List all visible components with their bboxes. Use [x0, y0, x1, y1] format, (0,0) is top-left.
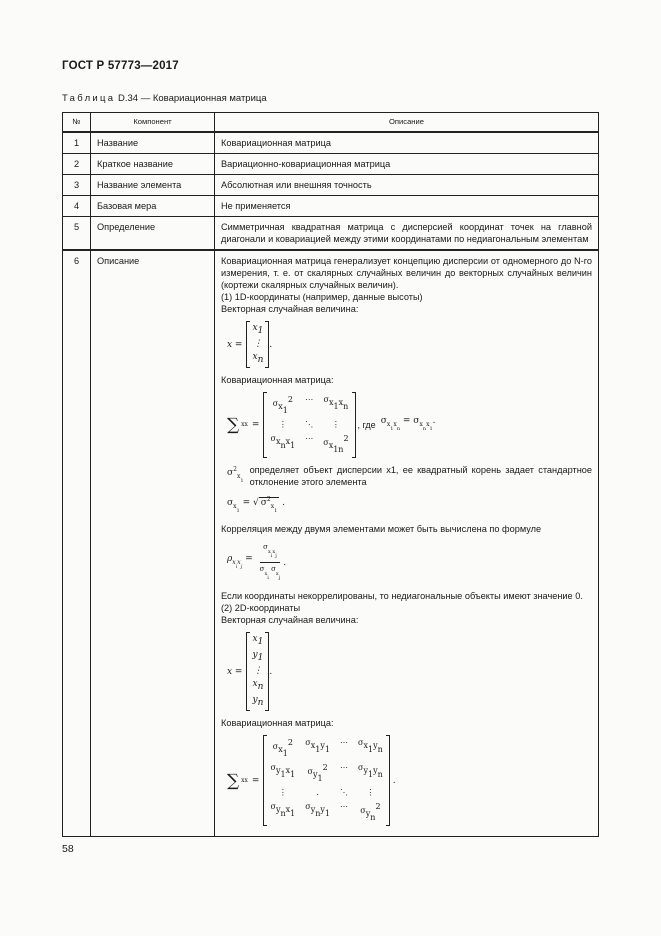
correlation-text: Корреляция между двумя элементами может быть вычислена по формуле	[221, 524, 542, 534]
row-description: Не применяется	[215, 196, 599, 217]
formula-vector-2d: x = x1 y1 ⋮ xn yn .	[227, 632, 592, 711]
row-description: Абсолютная или внешняя точность	[215, 175, 599, 196]
row-num: 1	[63, 132, 91, 154]
table-row	[63, 175, 599, 196]
table-row-description	[63, 250, 599, 837]
formula-covariance-2d: ∑ xx = σx12 σx1y1 ⋯ σx1yn σy1x1 σy12 ⋯ σy1yn ⋮ . ⋱ ⋮ σynx1 σyny1 ⋯ σyn2 .	[227, 735, 592, 826]
row-num: 5	[63, 217, 91, 251]
table-row	[63, 196, 599, 217]
table-row	[63, 132, 599, 154]
row-description: Вариационно-ковариационная матрица	[215, 154, 599, 175]
table-caption	[62, 93, 267, 104]
uncorrelated-text: Если координаты некоррелированы, то недиагональные объекты имеют значение 0.	[221, 591, 583, 601]
row-component: Определение	[91, 217, 215, 251]
standard-header: ГОСТ Р 57773—2017	[62, 60, 179, 72]
column-header-component: Компонент	[91, 113, 215, 133]
vector-label: Векторная случайная величина:	[221, 304, 359, 314]
variance-note: $\sigma^2_{x_1}$ определяет объект дисперсии x1, ее квадратный корень задает стандартное отклонение этого элемента	[227, 465, 592, 487]
section-2d-heading: (2) 2D-координаты	[221, 603, 301, 613]
formula-correlation: $\rho_{x_ix_j}$ = $\frac{\sigma_{xixj}}{\sigma_{xi} \sigma_{xj}}$ .	[227, 543, 287, 581]
row-component: Описание	[91, 250, 215, 837]
description-paragraph: Ковариационная матрица генерализует концепцию дисперсии от одномерного до N-го измерения, т. е. от скалярных случайных величин до векторных случайных величин (кортежи скалярных случайных величин).	[221, 256, 592, 290]
row-description: Ковариационная матрица	[215, 132, 599, 154]
definition-text: Симметричная квадратная матрица с дисперсией координат точек на главной диагонали и ковариацией между этими координатами по недиагональным элементам	[221, 222, 592, 244]
row-num: 2	[63, 154, 91, 175]
where-word: , где	[357, 420, 376, 430]
caption-label: Таблица	[62, 93, 116, 104]
variance-text: определяет объект дисперсии x1, ее квадратный корень задает стандартное отклонение этого элемента	[249, 465, 592, 487]
caption-title: D.34 — Ковариационная матрица	[115, 93, 267, 104]
row-description	[215, 250, 599, 837]
row-component: Базовая мера	[91, 196, 215, 217]
covariance-label-2d: Ковариационная матрица:	[221, 718, 334, 728]
table-row	[63, 217, 599, 251]
table-row	[63, 154, 599, 175]
section-1d-heading: (1) 1D-координаты (например, данные высоты)	[221, 292, 423, 302]
table-header-row	[63, 113, 599, 133]
column-header-description: Описание	[215, 113, 599, 133]
row-component: Название	[91, 132, 215, 154]
formula-std-dev: $\sigma_{x_1}$ = √ $\sigma^2_{x_1}$ .	[227, 496, 286, 514]
formula-covariance-1d: ∑ xx = σx12 ⋯ σx1xn ⋮ ⋱ ⋮ σxnx1 ⋯ σx1n2 , где $\sigma_{x_1x_n} = \sigma_{x_nx_1}$.	[227, 392, 592, 458]
row-component: Краткое название	[91, 154, 215, 175]
column-header-num: №	[63, 113, 91, 133]
vector-label-2d: Векторная случайная величина:	[221, 615, 359, 625]
covariance-label: Ковариационная матрица:	[221, 375, 334, 385]
row-num: 4	[63, 196, 91, 217]
page-number: 58	[62, 843, 74, 855]
covariance-matrix-table	[62, 112, 599, 837]
row-num: 3	[63, 175, 91, 196]
row-num: 6	[63, 250, 91, 837]
formula-vector-1d: x = x1 ⋮ xn .	[227, 321, 592, 368]
row-description	[215, 217, 599, 251]
row-component: Название элемента	[91, 175, 215, 196]
